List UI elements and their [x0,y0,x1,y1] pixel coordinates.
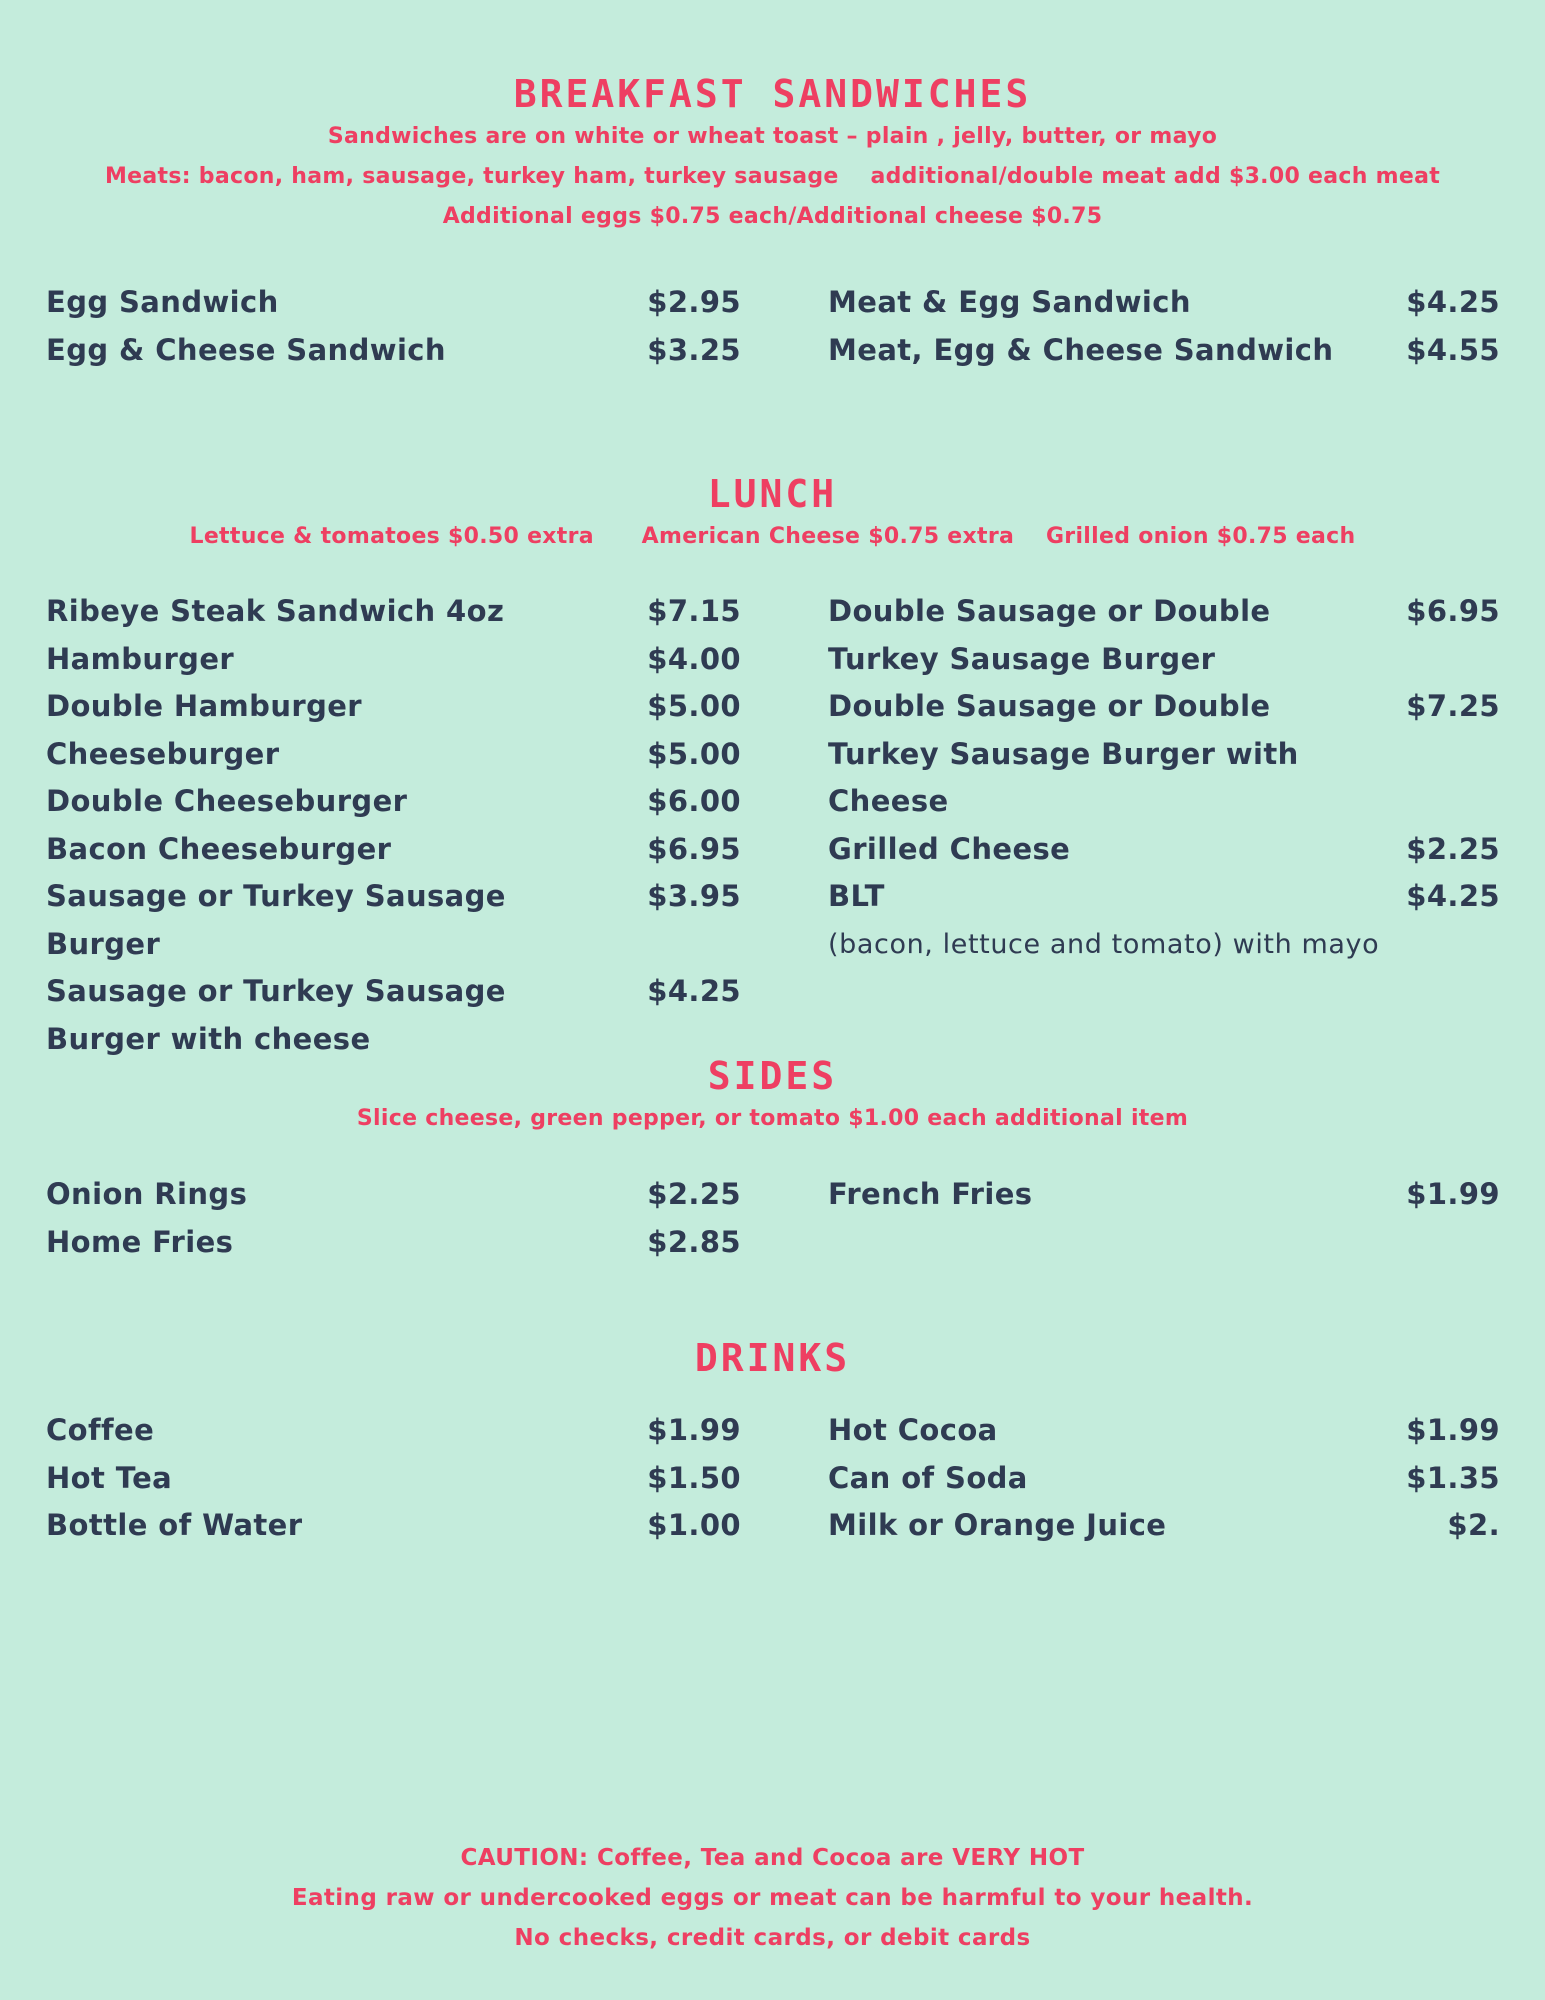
item-name: Sausage or Turkey Sausage Burger [46,879,506,961]
menu-item [46,778,741,826]
item-price: $7.15 [647,594,741,628]
item-name: Hamburger [46,641,235,676]
menu-item [46,826,741,874]
item-name: Milk or Orange Juice [828,1508,1167,1542]
item-price: $4.25 [1406,285,1500,319]
menu-item [46,327,741,375]
lunch-right-column [828,588,1500,968]
menu-item [46,279,741,327]
item-name: French Fries [828,1177,1033,1211]
item-price: $2.25 [1406,831,1500,866]
menu-item [828,1407,1500,1455]
sides-left-column [46,1171,741,1266]
sides-title: SIDES [707,1054,838,1098]
item-price: $6.95 [1406,594,1500,628]
item-name: Ribeye Steak Sandwich 4oz [46,594,505,628]
drinks-right-column [828,1407,1500,1550]
item-name: Cheeseburger [46,736,280,771]
menu-item [828,1502,1500,1550]
item-name: Egg Sandwich [46,285,279,319]
menu-item [46,1407,741,1455]
menu-item [828,327,1500,375]
breakfast-note-bread: Sandwiches are on white or wheat toast – plain , jelly, butter, or mayo [327,124,1218,149]
item-price: $4.00 [647,641,741,676]
menu-item [46,636,741,684]
sides-right-column [828,1171,1500,1219]
breakfast-note-meats: Meats: bacon, ham, sausage, turkey ham, turkey sausage additional/double meat add $3.00 each meat [104,164,1441,189]
item-price: $2.95 [647,285,741,319]
item-price: $5.00 [647,736,741,771]
item-name: Hot Tea [46,1460,173,1495]
item-name: Grilled Cheese [828,831,1071,866]
item-name: Sausage or Turkey Sausage Burger with cheese [46,974,506,1056]
lunch-title: LUNCH [707,472,838,516]
health-warning: Eating raw or undercooked eggs or meat can be harmful to your health. [291,1885,1254,1911]
item-name: Double Sausage or Double Turkey Sausage Burger with Cheese [828,689,1299,818]
item-name: Hot Cocoa [828,1413,998,1447]
sides-note: Slice cheese, green pepper, or tomato $1.00 each additional item [356,1106,1189,1131]
blt-description: (bacon, lettuce and tomato) with mayo [828,928,1380,960]
breakfast-note-extras: Additional eggs $0.75 each/Additional cheese $0.75 [442,204,1103,229]
item-price: $1.99 [1406,1413,1500,1447]
item-price: $1.50 [647,1460,741,1495]
caution-notice: CAUTION: Coffee, Tea and Cocoa are VERY HOT [460,1845,1085,1871]
item-name: Double Hamburger [46,689,362,723]
item-price: $1.35 [1406,1460,1500,1495]
menu-item [46,968,741,1063]
item-name: Bacon Cheeseburger [46,831,392,866]
item-name: Bottle of Water [46,1508,303,1542]
menu-item [828,1171,1500,1219]
item-name: Meat, Egg & Cheese Sandwich [828,332,1334,367]
item-price: $4.25 [1406,879,1500,913]
item-price: $5.00 [647,689,741,723]
sides-section [0,1053,1545,1139]
menu-item [46,1219,741,1267]
payment-notice: No checks, credit cards, or debit cards [514,1925,1031,1951]
item-price: $1.99 [647,1413,741,1447]
item-price: $1.00 [647,1508,741,1542]
breakfast-title: BREAKFAST SANDWICHES [513,72,1032,116]
menu-item [828,279,1500,327]
drinks-title: DRINKS [694,1336,851,1380]
breakfast-left-column [46,279,741,374]
menu-item [828,873,1500,921]
menu-item [46,1455,741,1503]
menu-item [46,1502,741,1550]
menu-item [46,873,741,968]
menu-item [828,826,1500,874]
menu-item [828,588,1500,683]
lunch-section [0,471,1545,557]
drinks-section [0,1335,1545,1381]
menu-item [828,683,1500,826]
lunch-left-column [46,588,741,1063]
menu-item [828,1455,1500,1503]
item-name: Onion Rings [46,1177,248,1211]
breakfast-right-column [828,279,1500,374]
item-price: $2.85 [647,1224,741,1259]
item-name: Home Fries [46,1224,234,1259]
item-price: $7.25 [1406,689,1500,723]
item-name: Can of Soda [828,1460,1028,1495]
item-price: $4.55 [1406,332,1500,367]
menu-item [46,683,741,731]
item-name: Meat & Egg Sandwich [828,285,1191,319]
menu-item [46,1171,741,1219]
breakfast-section [0,71,1545,237]
lunch-note: Lettuce & tomatoes $0.50 extra American Cheese $0.75 extra Grilled onion $0.75 each [189,524,1356,549]
item-price: $2. [1447,1508,1500,1542]
item-price: $3.25 [647,332,741,367]
item-price: $6.95 [647,831,741,866]
item-name: Double Sausage or Double Turkey Sausage Burger [828,594,1271,676]
item-price: $6.00 [647,784,741,818]
menu-item [46,731,741,779]
item-price: $1.99 [1406,1177,1500,1211]
item-name: BLT [828,879,885,913]
item-price: $2.25 [647,1177,741,1211]
item-name: Coffee [46,1413,155,1447]
item-name: Egg & Cheese Sandwich [46,332,446,367]
drinks-left-column [46,1407,741,1550]
footer-notices [0,1838,1545,1958]
item-price: $4.25 [647,974,741,1008]
item-name: Double Cheeseburger [46,784,408,818]
item-price: $3.95 [647,879,741,913]
menu-item [46,588,741,636]
